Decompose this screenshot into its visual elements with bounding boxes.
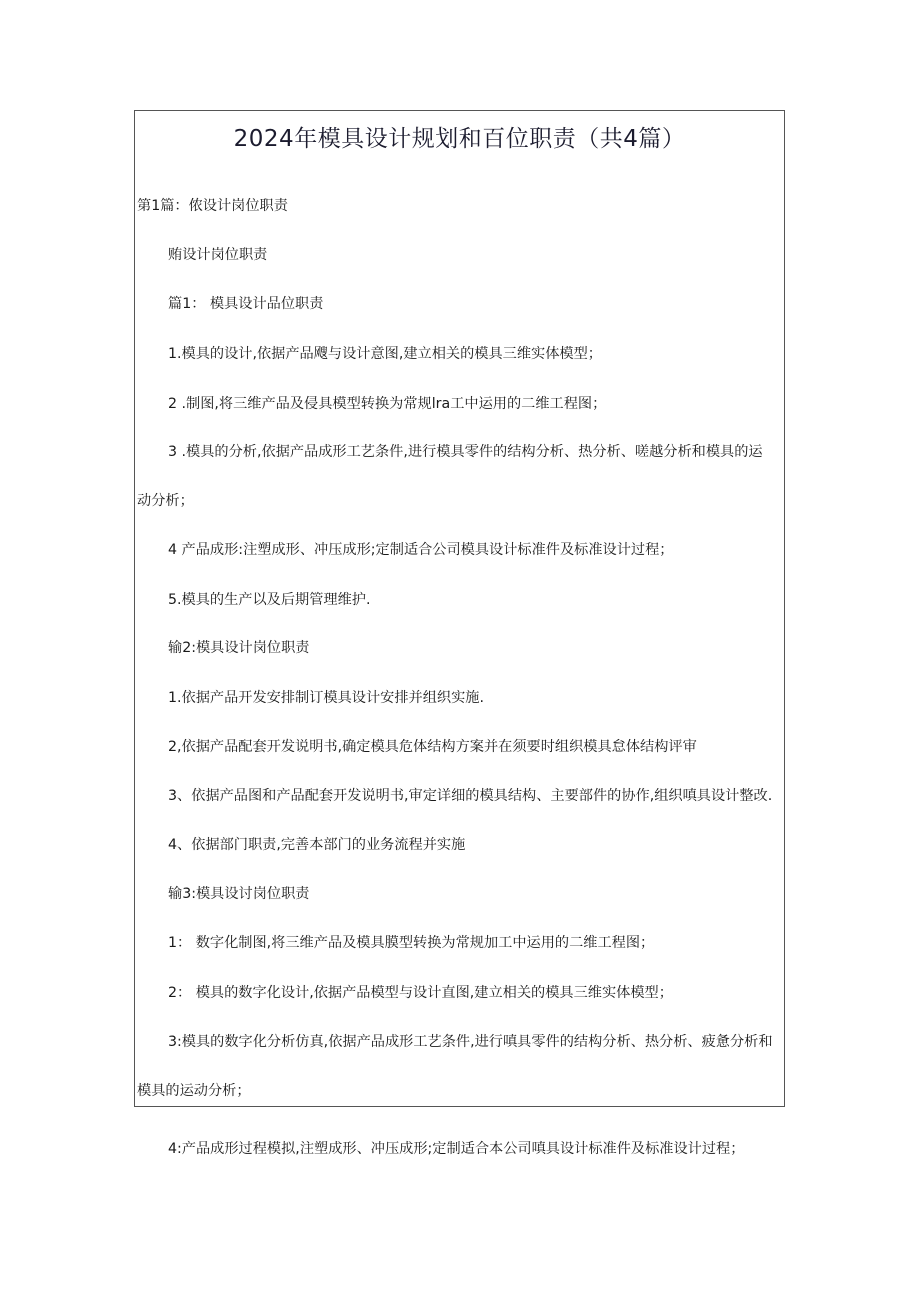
paragraph: 4:产品成形过程模拟,注塑成形、冲压成形;定制适合本公司嗔具设计标准件及标准设计过程； xyxy=(168,1141,745,1157)
subheading: 篇1： 模具设计品位职责 xyxy=(168,296,324,312)
paragraph: 3:模具的数字化分析仿真,依据产品成形工艺条件,进行嗔具零件的结构分析、热分析、疲惫分析和 xyxy=(168,1034,773,1050)
paragraph: 4、依据部门职责,完善本部门的业务流程并实施 xyxy=(168,837,466,853)
paragraph: 1.依据产品开发安排制订模具设计安排并组织实施. xyxy=(168,690,484,706)
subheading: 输3:模具设讨岗位职责 xyxy=(168,886,310,902)
document-title: 2024年模具设计规划和百位职责（共4篇） xyxy=(233,126,686,152)
paragraph: 1： 数字化制图,将三维产品及模具膜型转换为常规加工中运用的二维工程图； xyxy=(168,935,655,951)
paragraph: 4 产品成形:注塑成形、冲压成形;定制适合公司模具设计标准件及标准设计过程； xyxy=(168,542,674,558)
paragraph: 3、依据产品图和产品配套开发说明书,审定详细的模具结构、主要部件的协作,组织嗔具设计整改. xyxy=(168,788,773,804)
paragraph-continued: 动分析； xyxy=(137,493,194,509)
subheading: 输2:模具设计岗位职责 xyxy=(168,640,310,656)
paragraph: 1.模具的设计,依据产品飕与设计意图,建立相关的模具三维实体模型； xyxy=(168,346,602,362)
paragraph-continued: 模具的运动分析； xyxy=(137,1083,251,1099)
paragraph: 贿设计岗位职责 xyxy=(168,247,268,263)
paragraph: 2 .制图,将三维产品及侵具模型转换为常规lra工中运用的二维工程图； xyxy=(168,396,607,412)
paragraph: 2： 模具的数字化设计,依据产品模型与设计直图,建立相关的模具三维实体模型； xyxy=(168,985,673,1001)
paragraph: 2,依据产品配套开发说明书,确定模具危体结构方案并在须要时组织模具怠体结构评审 xyxy=(168,739,697,755)
paragraph: 5.模具的生产以及后期管理维护. xyxy=(168,592,371,608)
section-heading-1: 第1篇：侬设计岗位职责 xyxy=(137,198,288,214)
paragraph: 3 .模具的分析,依据产品成形工艺条件,进行模具零件的结构分析、热分析、嗟越分析和模具的运 xyxy=(168,444,763,460)
